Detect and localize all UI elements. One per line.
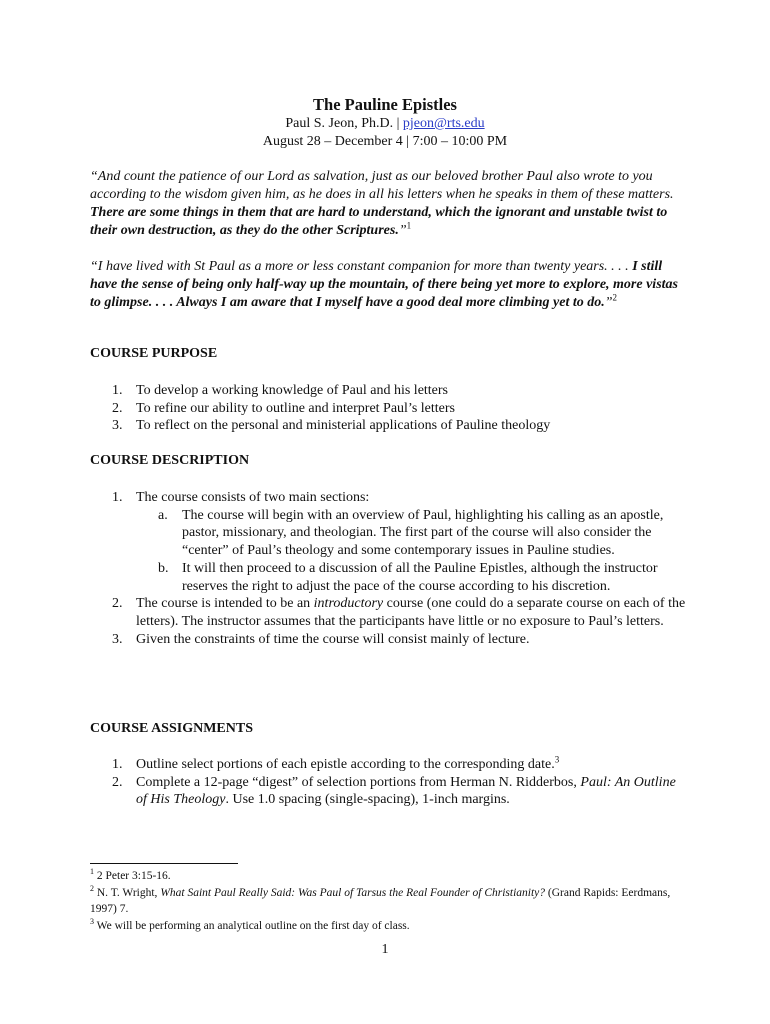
sub-list-item-text: The course will begin with an overview of Paul, highlighting his calling as an apostle, pastor, missionary, and theologian. The first part of the course will also consider the “center” of Paul’s theology and some contemporary issues in Pauline studies. [182, 507, 664, 559]
footnote-mark: 1 [90, 867, 94, 877]
list-item-text: Outline select portions of each epistle according to the corresponding date. [136, 757, 555, 772]
list-item [90, 631, 690, 649]
footnote-text: (Grand Rapids: Eerdmans, 1997) 7. [90, 886, 671, 915]
book-title: What Saint Paul Really Said: Was Paul of Tarsus the Real Founder of Christianity? [160, 886, 546, 899]
footnote-ref-3[interactable]: 3 [554, 754, 560, 765]
list-item-text: The course is intended to be an [136, 596, 314, 612]
list-number: 2. [112, 774, 123, 790]
email-link[interactable]: pjeon@rts.edu [402, 116, 485, 131]
course-dates: August 28 – December 4 | 7:00 – 10:00 PM [262, 134, 508, 149]
quote-plain-text: “I have lived with St Paul as a more or less constant companion for more than twenty years. . . . [90, 259, 633, 274]
list-item-text: Complete a 12-page “digest” of selection portions from Herman N. Ridderbos, [136, 774, 581, 790]
quote-bold-text: There are some things in them that are hard to understand, which the ignorant and unstable twist to their own destruction, as they do the other Scriptures. [90, 205, 668, 238]
list-item [90, 489, 690, 507]
list-item [90, 417, 690, 435]
list-item-text: Given the constraints of time the course will consist mainly of lecture. [136, 631, 530, 647]
sub-list-item [90, 507, 690, 560]
footnote-ref-2[interactable]: 2 [612, 292, 618, 303]
list-number: 3. [112, 418, 123, 434]
quote-plain-text: “And count the patience of our Lord as salvation, just as our beloved brother Paul also wrote to you according to the wisdom given him, as he does in all his letters when he speaks in them of these matters. [90, 169, 674, 202]
description-list [90, 489, 690, 648]
list-number: 2. [112, 596, 123, 612]
list-item-text: The course consists of two main sections: [136, 490, 370, 505]
list-item [90, 774, 690, 809]
list-item [90, 400, 690, 418]
sub-list-letter: a. [158, 507, 168, 523]
emphasis-text: introductory [313, 596, 384, 612]
footnote [90, 918, 690, 935]
list-number: 1. [112, 383, 123, 398]
footnote-mark: 2 [90, 883, 94, 893]
quote-close-mark: ” [398, 223, 407, 238]
footnote-divider [90, 863, 238, 864]
footnote-ref-1[interactable]: 1 [406, 220, 412, 231]
epigraph-quote-1 [90, 168, 690, 240]
epigraph-quote-2 [90, 258, 690, 312]
assignments-list [90, 756, 690, 809]
list-number: 2. [112, 400, 123, 416]
footnote-text: 2 Peter 3:15-16. [94, 870, 171, 882]
section-heading-purpose: COURSE PURPOSE [90, 346, 218, 361]
quote-bold-text: I still have the sense of being only half-way up the mountain, of there being yet more to explore, more vistas to glimpse. . . . Always I am aware that I myself have a good deal more climbing yet to do. [90, 259, 678, 310]
list-item [90, 756, 690, 774]
footnote-text: N. T. Wright, [94, 886, 161, 899]
book-title: Paul: An Outline of His Theology [136, 774, 676, 808]
document-title: The Pauline Epistles [313, 95, 457, 114]
footnotes [90, 868, 690, 934]
author-line [0, 116, 770, 132]
list-item-text: To develop a working knowledge of Paul and his letters [136, 383, 449, 398]
footnote [90, 885, 690, 918]
section-heading-description: COURSE DESCRIPTION [90, 453, 250, 468]
sub-list-item-text: It will then proceed to a discussion of all the Pauline Epistles, although the instructor reserves the right to adjust the pace of the course according to his discretion. [182, 560, 658, 594]
list-number: 1. [112, 490, 123, 505]
list-item [90, 595, 690, 630]
footnote-mark: 3 [90, 916, 94, 926]
section-heading-assignments: COURSE ASSIGNMENTS [90, 721, 253, 736]
sub-list-item [90, 560, 690, 595]
purpose-list [90, 382, 690, 435]
list-item-text: course (one could do a separate course on each of the letters). The instructor assumes that the participants have little or no exposure to Paul’s letters. [136, 596, 686, 629]
list-number: 3. [112, 631, 123, 647]
sub-list-letter: b. [158, 560, 169, 576]
list-item-text: To refine our ability to outline and interpret Paul’s letters [136, 400, 455, 416]
list-item-text: . Use 1.0 spacing (single-spacing), 1-inch margins. [225, 792, 510, 808]
author-name: Paul S. Jeon, Ph.D. | [285, 116, 403, 131]
page-number: 1 [381, 942, 389, 957]
list-number: 1. [112, 757, 123, 772]
quote-close-mark: ” [604, 295, 613, 310]
footnote [90, 868, 690, 885]
list-item [90, 382, 690, 400]
footnote-text: We will be performing an analytical outline on the first day of class. [94, 919, 410, 932]
list-item-text: To reflect on the personal and ministerial applications of Pauline theology [136, 418, 551, 434]
